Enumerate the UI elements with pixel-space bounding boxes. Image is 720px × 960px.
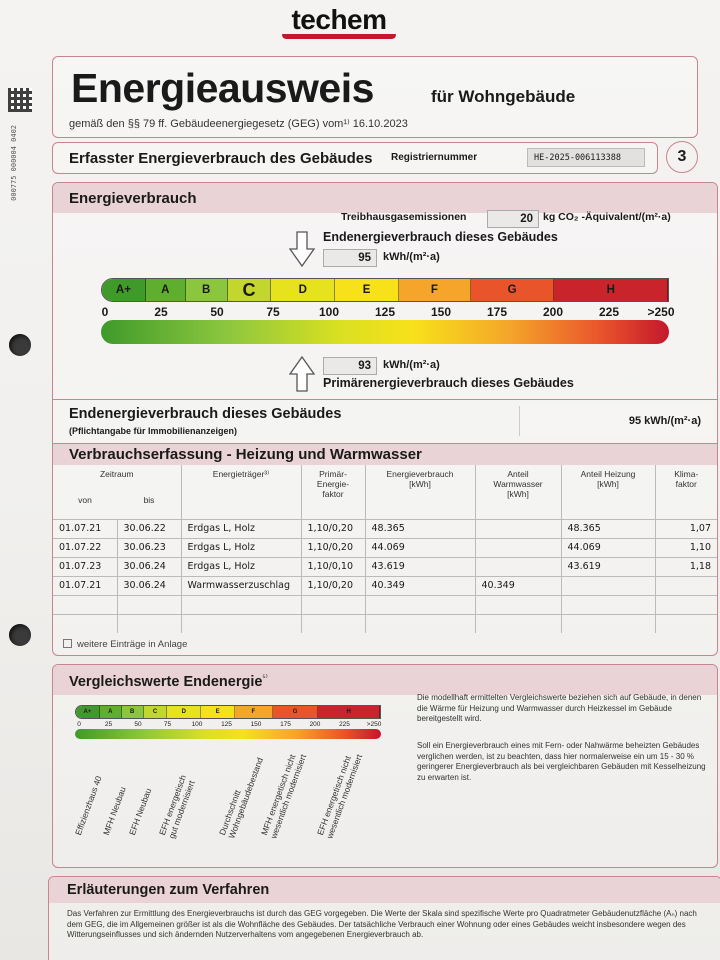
cell-factor: 1,10/0,20: [301, 538, 365, 557]
energy-class-b: B: [186, 279, 228, 301]
mandatory-section: [53, 399, 717, 443]
checkbox-icon[interactable]: [63, 639, 72, 648]
ghg-unit: kg CO₂ -Äquivalent/(m²·a): [543, 211, 671, 223]
comparison-text-2: Soll ein Energieverbrauch eines mit Fern- oder Nahwärme beheizten Gebäudes verglichen werden, ist zu beachten, dass hier normalerweise ein um 15 - 30 % geringerer Energieverbrauch als bei vergleichbaren Gebäuden mit Kesselheizung zu erwarten ist.: [417, 741, 706, 782]
mini-scale-tick: 50: [134, 721, 142, 728]
mini-class-d: D: [167, 706, 201, 718]
mini-scale-tick: 225: [339, 721, 350, 728]
comparison-label: EFH energetisch gut modernisiert: [157, 773, 197, 840]
page-title: Energieausweis: [71, 65, 374, 111]
comparison-label: Effizienzhaus 40: [73, 774, 104, 837]
mandatory-subtitle: (Pflichtangabe für Immobilienanzeigen): [69, 426, 238, 436]
mini-scale-tick: 175: [280, 721, 291, 728]
energy-class-g: G: [471, 279, 555, 301]
scale-tick: 0: [101, 305, 109, 319]
scale-tick: 50: [210, 305, 224, 319]
comparison-label: MFH energetisch nicht wesentlich modernisiert: [259, 752, 309, 840]
law-reference: gemäß den §§ 79 ff. Gebäudeenergiegesetz (GEG) vom¹⁾ 16.10.2023: [69, 118, 408, 130]
energy-class-d: D: [271, 279, 335, 301]
cell-to: 30.06.22: [117, 519, 181, 538]
scale-tick: 125: [374, 305, 396, 319]
cell-climate: [655, 595, 717, 614]
cell-climate: 1,10: [655, 538, 717, 557]
comparison-text-1: Die modellhaft ermittelten Vergleichswerte beziehen sich auf Gebäude, in denen die Wärme für Heizung und Warmwasser durch Heizkessel im Gebäude bereitgestellt wird.: [417, 693, 702, 723]
mini-class-f: F: [235, 706, 273, 718]
scale-tick: 225: [598, 305, 620, 319]
mini-scale-tick: 200: [309, 721, 321, 728]
cell-carrier: [181, 595, 301, 614]
cell-consumption: 44.069: [365, 538, 475, 557]
comparison-class-scale: [75, 705, 381, 719]
mini-scale-tick: >250: [366, 721, 382, 728]
mini-scale-tick: 0: [77, 721, 81, 728]
scale-tick: 150: [430, 305, 452, 319]
registration-number: HE-2025-006113388: [527, 148, 645, 167]
final-energy-unit: kWh/(m²·a): [383, 251, 440, 263]
energy-section-title: Energieverbrauch: [69, 190, 197, 207]
cell-heating: [561, 595, 655, 614]
cell-from: 01.07.22: [53, 538, 117, 557]
explanation-section-title: Erläuterungen zum Verfahren: [67, 882, 270, 898]
final-energy-label: Endenergieverbrauch dieses Gebäudes: [323, 230, 558, 244]
comparison-section-title: Vergleichswerte Endenergie$^{^{5)}}$: [69, 673, 268, 690]
mini-scale-tick: 100: [191, 721, 203, 728]
cell-factor: 1,10/0,10: [301, 557, 365, 576]
energy-class-c: C: [228, 279, 272, 301]
cell-hot-water: [475, 538, 561, 557]
consumption-table: [53, 465, 717, 633]
side-code: 000775 000004 0402: [10, 125, 18, 201]
table-row: [53, 614, 717, 633]
cell-heating: 48.365: [561, 519, 655, 538]
cell-to: 30.06.23: [117, 538, 181, 557]
cell-heating: 43.619: [561, 557, 655, 576]
table-row: [53, 595, 717, 614]
table-row: [53, 519, 717, 538]
cell-to: [117, 595, 181, 614]
table-row: [53, 557, 717, 576]
title-box: [52, 56, 698, 138]
energy-class-scale: [101, 278, 669, 302]
scale-tick: 25: [154, 305, 168, 319]
gradient-bar: [101, 320, 669, 344]
cell-carrier: Erdgas L, Holz: [181, 557, 301, 576]
cell-factor: 1,10/0,20: [301, 576, 365, 595]
mini-class-e: E: [201, 706, 235, 718]
col-climate: Klima- faktor: [674, 469, 699, 489]
energy-class-a: A: [146, 279, 186, 301]
cell-consumption: 43.619: [365, 557, 475, 576]
explanation-box: [48, 876, 720, 960]
cell-heating: [561, 576, 655, 595]
energy-consumption-box: [52, 182, 718, 656]
cell-consumption: 40.349: [365, 576, 475, 595]
col-consumption: Energieverbrauch [kWh]: [365, 465, 475, 519]
cell-from: 01.07.21: [53, 519, 117, 538]
consumption-section-title: Verbrauchserfassung - Heizung und Warmwasser: [69, 446, 422, 463]
page-subtitle: für Wohngebäude: [431, 87, 576, 106]
mini-class-b: B: [122, 706, 144, 718]
cell-to: [117, 614, 181, 633]
cell-to: 30.06.24: [117, 557, 181, 576]
primary-energy-unit: kWh/(m²·a): [383, 359, 440, 371]
energy-class-h: H: [554, 279, 668, 301]
cell-hot-water: [475, 595, 561, 614]
cell-from: [53, 595, 117, 614]
cell-factor: [301, 595, 365, 614]
mini-class-aplus: A+: [76, 706, 100, 718]
ghg-value: 20: [487, 210, 539, 228]
energy-class-f: F: [399, 279, 471, 301]
cell-hot-water: [475, 519, 561, 538]
comparison-label: Durchschnitt Wohngebäudebestand: [217, 756, 265, 840]
cell-hot-water: [475, 614, 561, 633]
cell-hot-water: [475, 557, 561, 576]
ghg-label: Treibhausgasemissionen: [341, 211, 467, 223]
cell-climate: 1,07: [655, 519, 717, 538]
cell-factor: [301, 614, 365, 633]
scale-tick: 175: [486, 305, 508, 319]
qr-code: [8, 88, 32, 112]
energy-class-e: E: [335, 279, 399, 301]
mini-class-h: H: [318, 706, 380, 718]
cell-climate: [655, 576, 717, 595]
arrow-down-icon: [289, 231, 315, 267]
explanation-text: Das Verfahren zur Ermittlung des Energieverbrauchs ist durch das GEG vorgegeben. Die Werte der Skala sind spezifische Werte pro Quadratmeter Gebäudenutzfläche (Aₙ) nach dem GEG, die im Allgemeinen größer ist als die Wohnfläche des Gebäudes. Der tatsächliche Verbrauch einer Wohnung oder eines Gebäudes weicht insbesondere wegen des Witterungseinflusses und sich ändernden Nutzerverhaltens vom angegebenen Energieverbrauch ab.: [67, 909, 697, 939]
arrow-up-icon: [289, 356, 315, 392]
mini-scale-tick: 150: [250, 721, 262, 728]
cell-climate: [655, 614, 717, 633]
registration-section-title: Erfasster Energieverbrauch des Gebäudes: [69, 150, 373, 167]
cell-from: [53, 614, 117, 633]
mini-scale-tick: 125: [221, 721, 232, 728]
registration-bar: [52, 142, 658, 174]
cell-heating: 44.069: [561, 538, 655, 557]
more-entries-checkbox[interactable]: weitere Einträge in Anlage: [63, 639, 187, 650]
table-row: [53, 538, 717, 557]
cell-from: 01.07.23: [53, 557, 117, 576]
comparison-gradient-bar: [75, 729, 381, 739]
comparison-label: EFH energetisch nicht wesentlich modernisiert: [315, 752, 365, 840]
comparison-box: [52, 664, 718, 868]
cell-hot-water: 40.349: [475, 576, 561, 595]
registration-label: Registriernummer: [391, 152, 478, 163]
cell-consumption: 48.365: [365, 519, 475, 538]
scale-tick: 200: [542, 305, 564, 319]
mini-class-c: C: [144, 706, 168, 718]
cell-consumption: [365, 595, 475, 614]
cell-to: 30.06.24: [117, 576, 181, 595]
punch-hole: [9, 624, 31, 646]
scale-tick: 75: [266, 305, 280, 319]
comparison-label: MFH Neubau: [101, 785, 128, 837]
cell-carrier: Erdgas L, Holz: [181, 519, 301, 538]
col-hot-water: Anteil Warmwasser [kWh]: [475, 465, 561, 519]
mandatory-value: 95 kWh/(m²·a): [519, 406, 713, 436]
punch-hole: [9, 334, 31, 356]
primary-energy-label: Primärenergieverbrauch dieses Gebäudes: [323, 376, 574, 390]
mini-class-a: A: [100, 706, 122, 718]
col-period: Zeitraum von bis: [53, 465, 181, 519]
energy-class-aplus: A+: [102, 279, 146, 301]
cell-heating: [561, 614, 655, 633]
scale-tick: 100: [318, 305, 340, 319]
cell-carrier: [181, 614, 301, 633]
scale-tick: >250: [647, 305, 675, 319]
col-carrier: Energieträger³⁾: [181, 465, 301, 519]
primary-energy-value: 93: [323, 357, 377, 375]
cell-carrier: Erdgas L, Holz: [181, 538, 301, 557]
col-factor: Primär- Energie- faktor: [301, 465, 365, 519]
col-heating: Anteil Heizung [kWh]: [561, 465, 655, 519]
cell-from: 01.07.21: [53, 576, 117, 595]
mini-scale-tick: 25: [104, 721, 113, 728]
techem-logo: techem: [276, 4, 402, 39]
mandatory-title: Endenergieverbrauch dieses Gebäudes: [69, 406, 342, 422]
final-energy-value: 95: [323, 249, 377, 267]
cell-climate: 1,18: [655, 557, 717, 576]
mini-scale-tick: 75: [163, 721, 172, 728]
page-number: 3: [666, 141, 698, 173]
mini-class-g: G: [273, 706, 319, 718]
table-row: [53, 576, 717, 595]
comparison-label: EFH Neubau: [127, 786, 154, 837]
cell-carrier: Warmwasserzuschlag: [181, 576, 301, 595]
cell-consumption: [365, 614, 475, 633]
cell-factor: 1,10/0,20: [301, 519, 365, 538]
